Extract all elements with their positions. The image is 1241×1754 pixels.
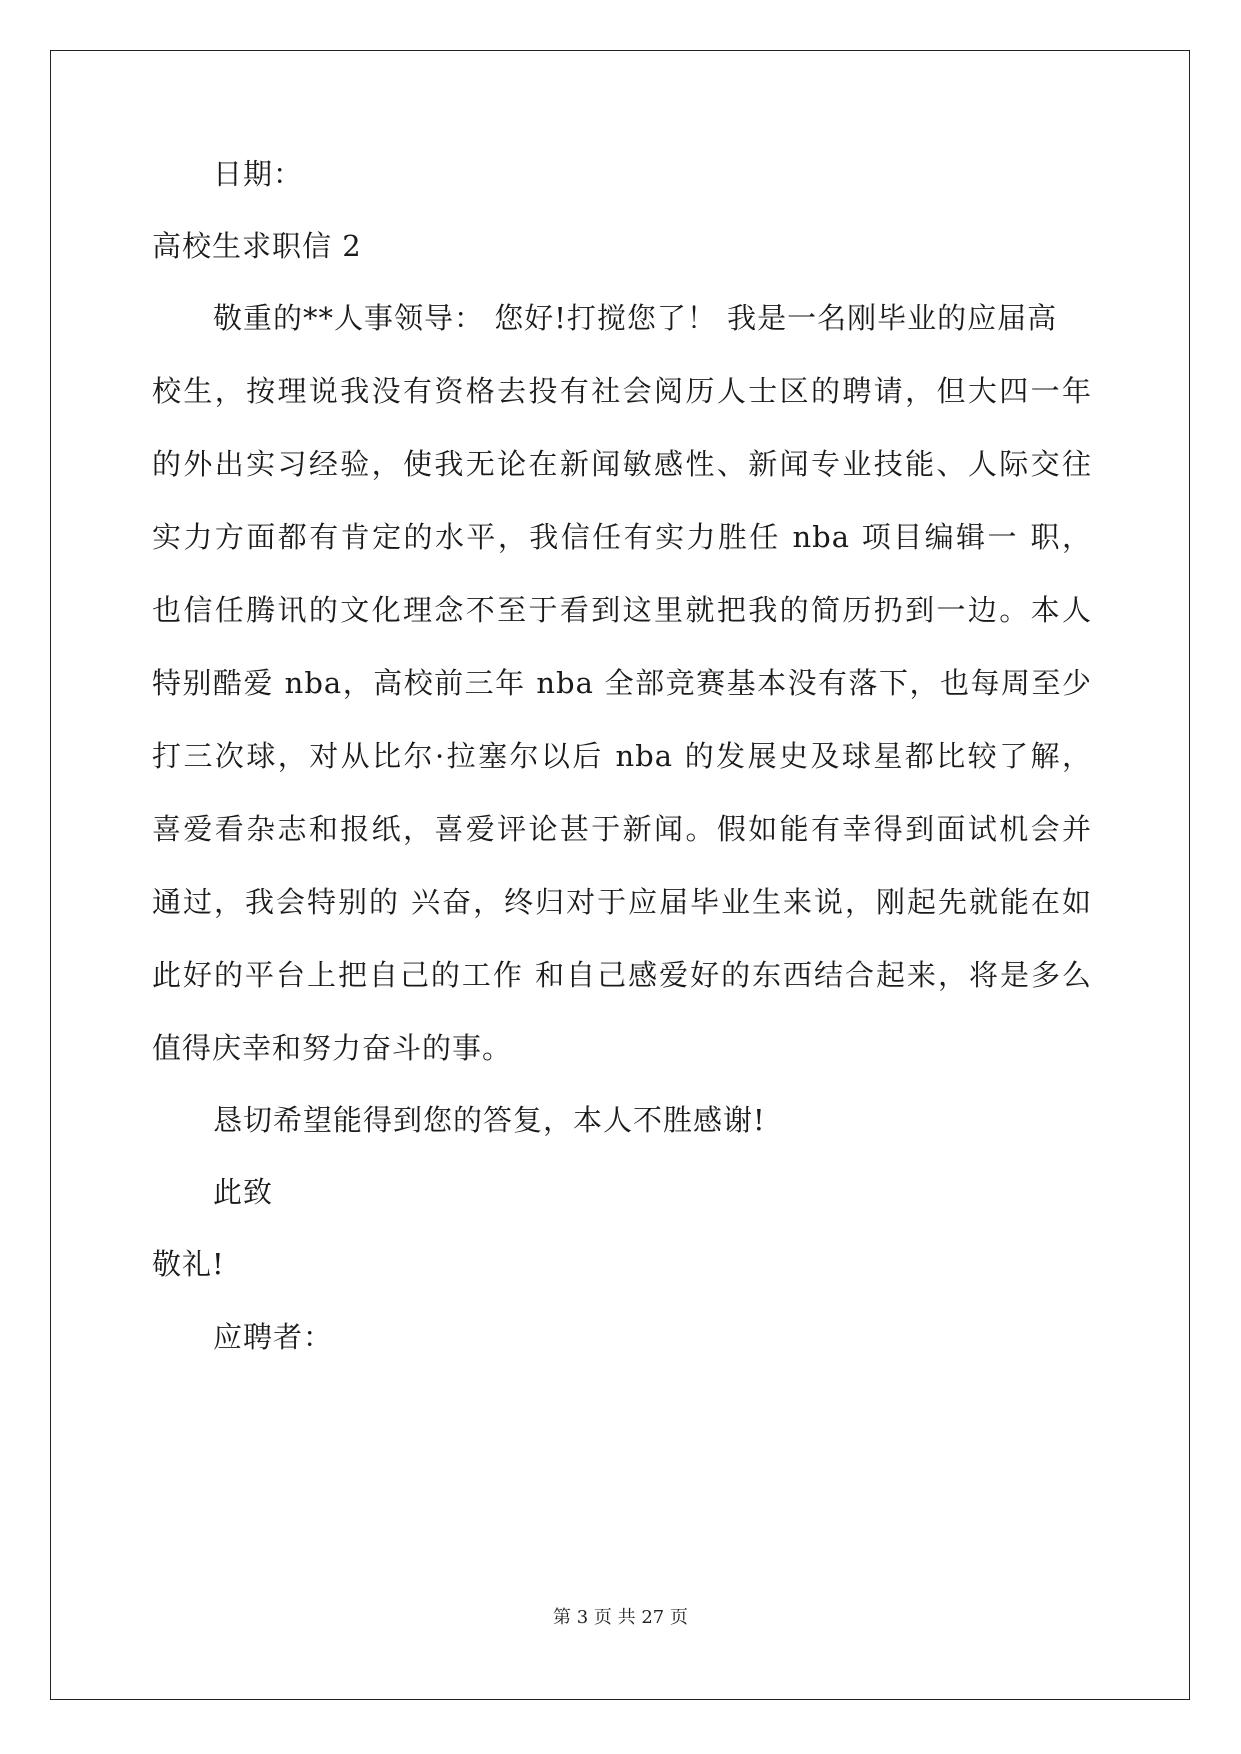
body-line: 值得庆幸和努力奋斗的事。 [152, 1031, 513, 1065]
body-line: 打三次球，对从比尔·拉塞尔以后 nba 的发展史及球星都比较了解， [152, 739, 1092, 773]
body-line: 的外出实习经验，使我无论在新闻敏感性、新闻专业技能、人际交往 [152, 447, 1092, 481]
date-label: 日期： [213, 157, 304, 191]
section-title: 高校生求职信 2 [152, 229, 362, 263]
page-number-footer: 第 3 页 共 27 页 [553, 1607, 688, 1628]
body-line: 敬重的**人事领导： 您好!打搅您了！ 我是一名刚毕业的应届高 [213, 301, 1058, 335]
signature-label: 应聘者： [213, 1320, 334, 1354]
body-line: 此好的平台上把自己的工作 和自己感爱好的东西结合起来，将是多么 [152, 958, 1092, 992]
body-line: 也信任腾讯的文化理念不至于看到这里就把我的简历扔到一边。本人 [152, 593, 1092, 627]
body-line: 喜爱看杂志和报纸，喜爱评论甚于新闻。假如能有幸得到面试机会并 [152, 812, 1092, 846]
body-line: 校生，按理说我没有资格去投有社会阅历人士区的聘请，但大四一年 [152, 374, 1092, 408]
salutation-2: 敬礼! [152, 1247, 225, 1281]
closing-line: 恳切希望能得到您的答复，本人不胜感谢! [213, 1103, 766, 1137]
body-line: 通过，我会特别的 兴奋，终归对于应届毕业生来说，刚起先就能在如 [152, 885, 1092, 919]
body-line: 特别酷爱 nba，高校前三年 nba 全部竞赛基本没有落下，也每周至少 [152, 666, 1092, 700]
page-frame [50, 50, 1190, 1700]
salutation-1: 此致 [213, 1175, 274, 1209]
body-line: 实力方面都有肯定的水平，我信任有实力胜任 nba 项目编辑一 职， [152, 520, 1092, 554]
